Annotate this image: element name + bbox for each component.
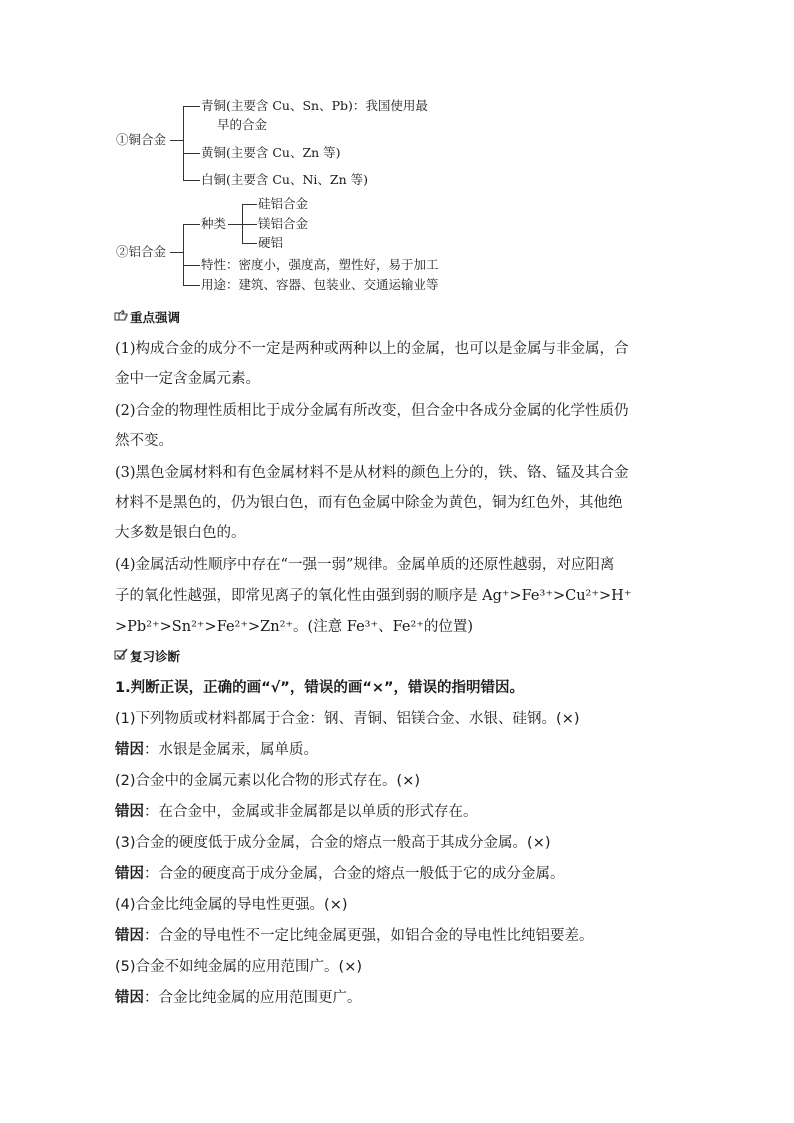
answer-line — [115, 986, 362, 1007]
tree-connector — [183, 265, 200, 266]
emphasis-text-line: (4)金属活动性顺序中存在“一强一弱”规律。金属单质的还原性越弱，对应阳离 — [115, 557, 615, 573]
bronze-item-cont: 早的合金 — [217, 117, 268, 132]
error-cause-text: ：水银是金属汞，属单质。 — [144, 742, 318, 758]
tree-connector — [183, 224, 200, 225]
emphasis-text-line: 大多数是银白色的。 — [115, 525, 246, 541]
tree-connector — [242, 224, 257, 225]
tree-connector — [183, 224, 184, 286]
error-cause-label: 错因 — [115, 804, 144, 820]
question-title: 1.判断正误，正确的画“√”，错误的画“×”，错误的指明错因。 — [115, 680, 525, 696]
brass-item: 黄铜(主要含 Cu、Zn 等) — [201, 145, 341, 160]
tree-connector — [170, 252, 183, 253]
kinds-label: 种类 — [201, 216, 227, 231]
answer-line — [115, 862, 565, 883]
tree-connector — [242, 243, 257, 244]
kind-item: 镁铝合金 — [258, 216, 309, 231]
question-item: (2)合金中的金属元素以化合物的形式存在。(×) — [115, 773, 421, 789]
emphasis-text-line: >Pb²⁺>Sn²⁺>Fe²⁺>Zn²⁺。(注意 Fe³⁺、Fe²⁺的位置) — [115, 619, 474, 635]
tree-connector — [228, 224, 242, 225]
cupronickel-item: 白铜(主要含 Cu、Ni、Zn 等) — [201, 172, 368, 187]
error-cause-label: 错因 — [115, 928, 144, 944]
answer-line — [115, 800, 478, 821]
checkmark-icon — [114, 648, 128, 660]
emphasis-text-line: 子的氧化性越强，即常见离子的氧化性由强到弱的顺序是 Ag⁺>Fe³⁺>Cu²⁺>H⁺ — [115, 588, 632, 604]
review-heading: 复习诊断 — [130, 649, 181, 664]
tree-connector — [183, 153, 200, 154]
question-item: (3)合金的硬度低于成分金属，合金的熔点一般高于其成分金属。(×) — [115, 835, 551, 851]
error-cause-label: 错因 — [115, 866, 144, 882]
tree-connector — [170, 140, 183, 141]
kind-item: 硅铝合金 — [258, 196, 309, 211]
tree-connector — [183, 285, 200, 286]
copper-alloy-root: ①铜合金 — [116, 132, 167, 147]
tree-connector — [183, 106, 200, 107]
question-item: (4)合金比纯金属的导电性更强。(×) — [115, 897, 348, 913]
pointing-hand-icon — [114, 309, 128, 321]
answer-line — [115, 924, 594, 945]
error-cause-text: ：在合金中，金属或非金属都是以单质的形式存在。 — [144, 804, 478, 820]
emphasis-text-line: 然不变。 — [115, 433, 173, 449]
emphasis-heading: 重点强调 — [130, 310, 181, 325]
emphasis-text-line: 材料不是黑色的，仍为银白色，而有色金属中除金为黄色，铜为红色外，其他绝 — [115, 495, 623, 511]
emphasis-text-line: 金中一定含金属元素。 — [115, 371, 260, 387]
emphasis-text-line: (3)黑色金属材料和有色金属材料不是从材料的颜色上分的，铁、铬、锰及其合金 — [115, 465, 629, 481]
error-cause-label: 错因 — [115, 990, 144, 1006]
tree-connector — [183, 106, 184, 181]
answer-line — [115, 738, 318, 759]
tree-connector — [183, 180, 200, 181]
tree-connector — [242, 204, 257, 205]
usage-item: 用途：建筑、容器、包装业、交通运输业等 — [201, 277, 439, 292]
error-cause-text: ：合金的硬度高于成分金属，合金的熔点一般低于它的成分金属。 — [144, 866, 565, 882]
kind-item: 硬铝 — [258, 235, 284, 250]
question-item: (1)下列物质或材料都属于合金：钢、青铜、铝镁合金、水银、硅钢。(×) — [115, 711, 580, 727]
emphasis-text-line: (2)合金的物理性质相比于成分金属有所改变，但合金中各成分金属的化学性质仍 — [115, 403, 629, 419]
property-item: 特性：密度小，强度高，塑性好，易于加工 — [201, 257, 439, 272]
question-item: (5)合金不如纯金属的应用范围广。(×) — [115, 959, 363, 975]
error-cause-text: ：合金的导电性不一定比纯金属更强，如铝合金的导电性比纯铝要差。 — [144, 928, 594, 944]
emphasis-text-line: (1)构成合金的成分不一定是两种或两种以上的金属，也可以是金属与非金属，合 — [115, 341, 629, 357]
error-cause-text: ：合金比纯金属的应用范围更广。 — [144, 990, 362, 1006]
aluminum-alloy-root: ②铝合金 — [116, 244, 167, 259]
error-cause-label: 错因 — [115, 742, 144, 758]
bronze-item: 青铜(主要含 Cu、Sn、Pb)：我国使用最 — [201, 98, 428, 113]
